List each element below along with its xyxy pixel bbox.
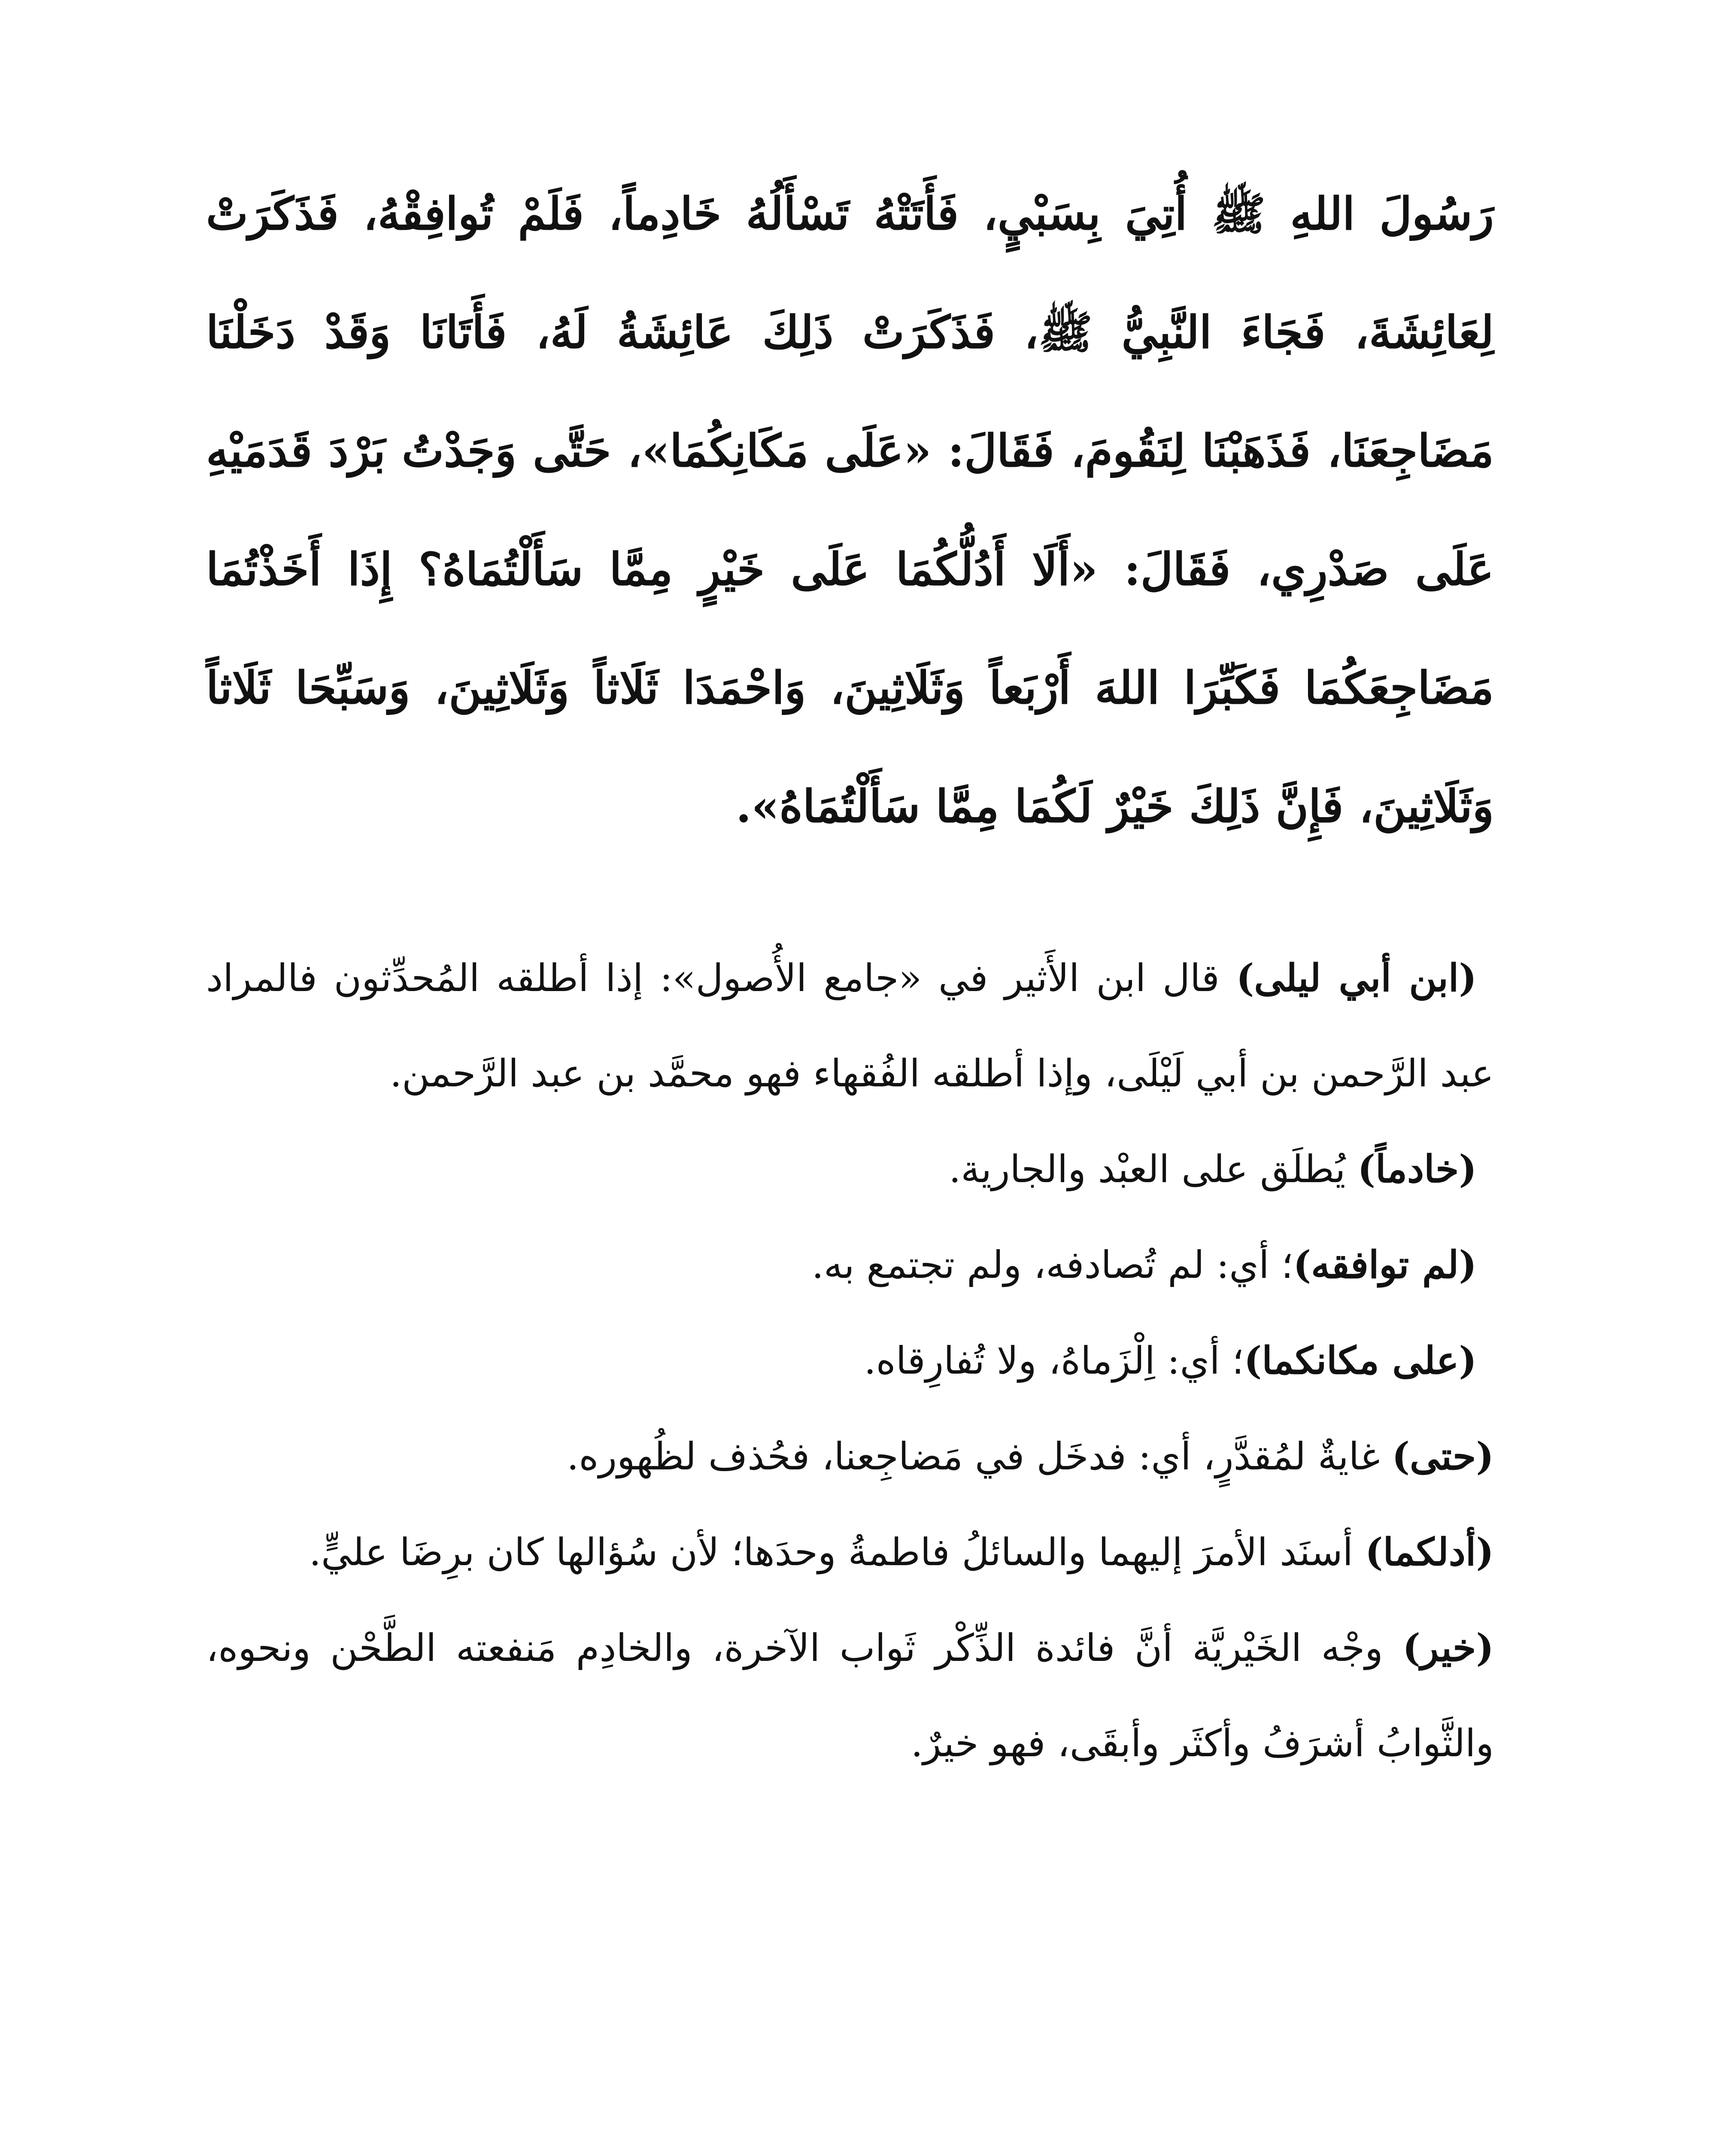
note-paragraph (206, 930, 1494, 1121)
note-paragraph (206, 1504, 1494, 1600)
notes-section (206, 930, 1494, 1791)
note-paragraph (206, 1408, 1494, 1504)
note-text: ؛ أي: لم تُصادفه، ولم تجتمع به. (811, 1243, 1293, 1287)
note-term: (ابن أبي ليلى) (1236, 955, 1477, 1000)
page-content (206, 155, 1494, 2147)
note-term: (على مكانكما) (1244, 1338, 1477, 1383)
note-term: (أدلكما) (1365, 1530, 1494, 1574)
note-text: غايةٌ لمُقدَّرٍ، أي: فدخَل في مَضاجِعنا، فحُذف لظُهوره. (567, 1434, 1392, 1478)
section-gap (206, 866, 1494, 930)
note-text: أسنَد الأمرَ إليهما والسائلُ فاطمةُ وحدَها؛ لأن سُؤالها كان برِضَا عليٍّ. (309, 1530, 1365, 1574)
note-paragraph (206, 1313, 1494, 1408)
note-term: (خادماً) (1357, 1146, 1477, 1191)
hadith-text: رَسُولَ اللهِ ﷺ أُتِيَ بِسَبْيٍ، فَأَتَتْهُ تَسْأَلُهُ خَادِماً، فَلَمْ تُوافِقْهُ، فَذَكَرَتْ لِعَائِشَةَ، فَجَاءَ النَّبِيُّ ﷺ، فَذَكَرَتْ ذَلِكَ عَائِشَةُ لَهُ، فَأَتَانَا وَقَدْ دَخَلْنَا مَضَاجِعَنَا، فَذَهَبْنَا لِنَقُومَ، فَقَالَ: «عَلَى مَكَانِكُمَا»، حَتَّى وَجَدْتُ بَرْدَ قَدَمَيْهِ عَلَى صَدْرِي، فَقَالَ: «أَلَا أَدُلُّكُمَا عَلَى خَيْرٍ مِمَّا سَأَلْتُمَاهُ؟ إِذَا أَخَذْتُمَا مَضَاجِعَكُمَا فَكَبِّرَا اللهَ أَرْبَعاً وَثَلَاثِينَ، وَاحْمَدَا ثَلَاثاً وَثَلَاثِينَ، وَسَبِّحَا ثَلَاثاً وَثَلَاثِينَ، فَإِنَّ ذَلِكَ خَيْرٌ لَكُمَا مِمَّا سَأَلْتُمَاهُ». (206, 187, 1494, 833)
note-text: يُطلَق على العبْد والجارية. (949, 1147, 1358, 1191)
note-text: ؛ أي: اِلْزَماهُ، ولا تُفارِقاه. (864, 1338, 1244, 1383)
note-term: (حتى) (1392, 1434, 1494, 1478)
note-text: قال ابن الأَثير في «جامع الأُصول»: إذا أطلقه المُحدِّثون فالمراد عبد الرَّحمن بن أبي لَيْلَى، وإذا أطلقه الفُقهاء فهو محمَّد بن عبد الرَّحمن. (206, 956, 1494, 1095)
note-paragraph (206, 1600, 1494, 1791)
note-term: (لم توافقه) (1293, 1242, 1477, 1287)
note-paragraph (206, 1121, 1494, 1217)
note-text: وجْه الخَيْريَّة أنَّ فائدة الذِّكْر ثَواب الآخرة، والخادِم مَنفعته الطَّحْن ونحوه، والثَّوابُ أشرَفُ وأكثَر وأبقَى، فهو خيرٌ. (206, 1626, 1494, 1765)
note-paragraph (206, 1217, 1494, 1313)
note-term: (خير) (1402, 1625, 1494, 1670)
